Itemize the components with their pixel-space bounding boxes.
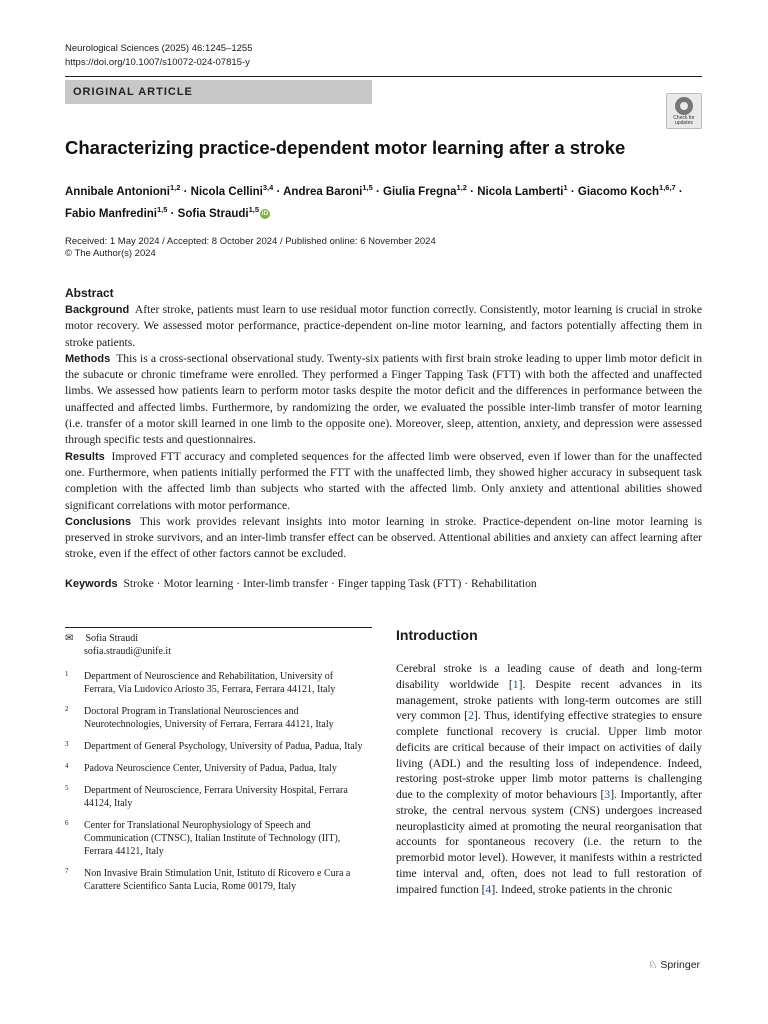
intro-text: ]. Thus, identifying effective strategies to ensure complete functional recovery is crucial. Upper limb motor deficits are critical because of their impact on activities of daily living (ADL) and the resulting loss of independence. Indeed, restoring post-stroke upper limb motor patterns is challenging due to the complexity of motor behaviours [ — [396, 709, 702, 801]
check-updates-label-1: Check for — [673, 115, 695, 121]
abstract-results — [65, 449, 702, 514]
check-for-updates-badge[interactable] — [666, 93, 702, 129]
author-name[interactable]: Nicola Cellini — [190, 185, 263, 198]
author-list: Annibale Antonioni$^{1,2}$ · Nicola Cellini$^{3,4}$ · Andrea Baroni$^{1,5}$ · Giulia Fregna$^{1,2}$ · Nicola Lamberti$^1$ · Giacomo Koch$^{1,6,7}$ · Fabio Manfredini$^{1,5}$ · Sofia Straudi$^{1,5}$ iD — [65, 183, 683, 220]
affiliation-text: Padova Neuroscience Center, University of Padua, Padua, Italy — [84, 763, 337, 774]
affiliation-number: 3 — [65, 740, 69, 748]
affiliation-text: Doctoral Program in Translational Neurosciences and Neurotechnologies, University of Ferrara, Ferrara 44121, Italy — [84, 706, 334, 730]
corresponding-author: Sofia Straudi — [85, 633, 138, 644]
keyword: Inter-limb transfer — [242, 577, 329, 590]
keywords — [65, 577, 537, 591]
citation-link[interactable]: 3 — [604, 788, 611, 801]
background-label: Background — [65, 304, 130, 316]
doi-link[interactable]: https://doi.org/10.1007/s10072-024-07815-y — [65, 57, 250, 68]
affiliation-item — [65, 867, 365, 893]
keyword: Stroke — [123, 577, 154, 590]
affiliation-number: 5 — [65, 784, 69, 792]
author-name[interactable]: Nicola Lamberti — [477, 185, 564, 198]
affiliation-item — [65, 740, 365, 753]
header-rule — [65, 76, 702, 77]
orcid-icon[interactable]: iD — [261, 209, 269, 217]
intro-text: Cerebral stroke is a leading cause of death and long-term disability worldwide [ — [396, 662, 702, 691]
intro-text: ]. Importantly, after stroke, the central nervous system (CNS) undergoes increased neuroplasticity aimed at promoting the neural reorganisation that accounts for spontaneous recovery (i.e. the return to the premorbid motor level). However, it manifests within a restricted time interval and, often, does not lead to full restoration of impaired function [ — [396, 788, 702, 896]
citation-link[interactable]: 2 — [468, 709, 474, 723]
footnote-rule — [65, 627, 372, 628]
affiliation-text: Center for Translational Neurophysiology of Speech and Communication (CTNSC), Italian Institute of Technology (IIT), Ferrara 44121, Italy — [84, 820, 341, 857]
affiliation-number: 2 — [65, 705, 69, 713]
conclusions-label: Conclusions — [65, 515, 132, 528]
affiliation-number: 7 — [65, 867, 69, 875]
affiliation-item — [65, 784, 365, 810]
check-updates-icon — [675, 97, 693, 115]
affiliation-number: 6 — [65, 819, 69, 827]
corresponding-email[interactable]: sofia.straudi@unife.it — [84, 646, 171, 657]
copyright-line: © The Author(s) 2024 — [65, 248, 156, 259]
journal-citation: Neurological Sciences (2025) 46:1245–1255 — [65, 43, 253, 54]
check-updates-label-2: updates — [675, 120, 693, 126]
affiliation-item — [65, 819, 365, 858]
keyword: Rehabilitation — [471, 577, 537, 590]
abstract-body — [65, 302, 702, 563]
intro-text: ]. Despite recent advances in its management, stroke patients with long-term outcomes are still very common [ — [396, 677, 702, 723]
keywords-list: Stroke · Motor learning · Inter-limb transfer · Finger tapping Task (FTT) · Rehabilitation — [123, 577, 537, 590]
author-name[interactable]: Giacomo Koch — [577, 185, 660, 198]
keyword: Finger tapping Task (FTT) — [337, 577, 462, 590]
introduction-body — [396, 661, 702, 897]
author-name[interactable]: Fabio Manfredini — [65, 207, 157, 220]
publisher-name: Springer — [660, 959, 701, 971]
affiliation-number: 1 — [65, 670, 69, 678]
affiliation-text: Department of Neuroscience, Ferrara University Hospital, Ferrara 44124, Italy — [84, 785, 348, 809]
author-affiliation-mark: 1,5 — [248, 204, 260, 214]
conclusions-text: This work provides relevant insights into motor learning in stroke. Practice-dependent on-line motor learning is preserved in stroke survivors, and an inter-limb transfer effect can be observed. Attentional abilities and anxiety can affect learning after stroke, even if the effect of other factors cannot be excluded. — [65, 514, 702, 561]
affiliation-item — [65, 705, 365, 731]
abstract-methods — [65, 351, 702, 449]
intro-text: ]. Indeed, stroke patients in the chronic — [491, 882, 673, 896]
abstract-conclusions — [65, 514, 702, 563]
article-title: Characterizing practice-dependent motor learning after a stroke — [65, 137, 626, 158]
envelope-icon: ✉ — [65, 633, 74, 644]
results-label: Results — [65, 450, 105, 463]
author-name[interactable]: Annibale Antonioni — [65, 185, 170, 198]
affiliation-text: Department of Neuroscience and Rehabilitation, University of Ferrara, Via Ludovico Ariosto 35, Ferrara, Ferrara 44121, Italy — [84, 671, 336, 695]
correspondence — [65, 632, 365, 658]
affiliation-text: Department of General Psychology, University of Padua, Padua, Italy — [84, 741, 363, 752]
author-affiliation-mark: 3,4 — [262, 183, 274, 192]
keywords-label: Keywords — [65, 578, 118, 590]
author-affiliation-mark: 1,2 — [169, 183, 181, 192]
background-text: After stroke, patients must learn to use residual motor function correctly. Consistently, motor learning is crucial in stroke motor recovery. We assessed motor performance, practice-dependent on-line motor learning, and factors potentially affecting them in stroke patients. — [65, 303, 702, 349]
methods-text: This is a cross-sectional observational study. Twenty-six patients with first brain stroke leading to upper limb motor deficit in the subacute or chronic timeframe were enrolled. They performed a Finger Tapping Task (FTT) with both the affected and unaffected limbs. We assessed how patients learn to perform motor tasks despite the motor deficit and the differences in performance between the unaffected and affected limbs. Furthermore, by randomizing the order, we evaluated the possible inter-limb transfer of motor learning (i.e. transfer of a motor skill learned in one limb to the opposite one). Moreover, sleep, attention, anxiety, and depression were assessed through specific tests and questionnaires. — [65, 351, 702, 447]
journal-header — [65, 42, 253, 70]
affiliation-text: Non Invasive Brain Stimulation Unit, Istituto di Ricovero e Cura a Carattere Scientifico Santa Lucia, Rome 00179, Italy — [84, 868, 351, 892]
citation-link[interactable]: 1 — [512, 677, 519, 691]
dates-line: Received: 1 May 2024 / Accepted: 8 October 2024 / Published online: 6 November 2024 — [65, 236, 436, 247]
article-type-banner: ORIGINAL ARTICLE — [65, 80, 372, 104]
introduction-heading: Introduction — [396, 627, 478, 643]
abstract-background — [65, 302, 702, 351]
springer-horse-icon: ♘ — [648, 959, 658, 971]
author-affiliation-mark: 1 — [563, 183, 568, 192]
abstract-heading: Abstract — [65, 286, 114, 300]
affiliation-number: 4 — [65, 762, 69, 770]
citation-link[interactable]: 4 — [485, 882, 492, 896]
author-affiliation-mark: 1,5 — [362, 183, 373, 192]
publication-dates — [65, 236, 436, 260]
author-name[interactable]: Sofia Straudi — [177, 207, 249, 220]
author-affiliation-mark: 1,5 — [157, 204, 168, 214]
publisher-footer — [648, 959, 700, 971]
affiliation-item — [65, 670, 365, 696]
affiliation-item — [65, 762, 365, 775]
author-affiliation-mark: 1,6,7 — [659, 183, 676, 192]
author-affiliation-mark: 1,2 — [456, 183, 467, 192]
keyword: Motor learning — [163, 577, 234, 590]
methods-label: Methods — [65, 352, 111, 365]
results-text: Improved FTT accuracy and completed sequences for the affected limb were observed, even if lower than for the unaffected one. Furthermore, when patients initially performed the FTT with the unaffected limb, they showed higher accuracy in subsequent task completion with the affected limb than subjects who started with the affected limb. Only anxiety and attentional abilities showed significant correlations with motor performance. — [65, 449, 702, 512]
author-name[interactable]: Andrea Baroni — [283, 185, 363, 198]
affiliations-list — [65, 670, 365, 902]
author-name[interactable]: Giulia Fregna — [383, 185, 457, 198]
